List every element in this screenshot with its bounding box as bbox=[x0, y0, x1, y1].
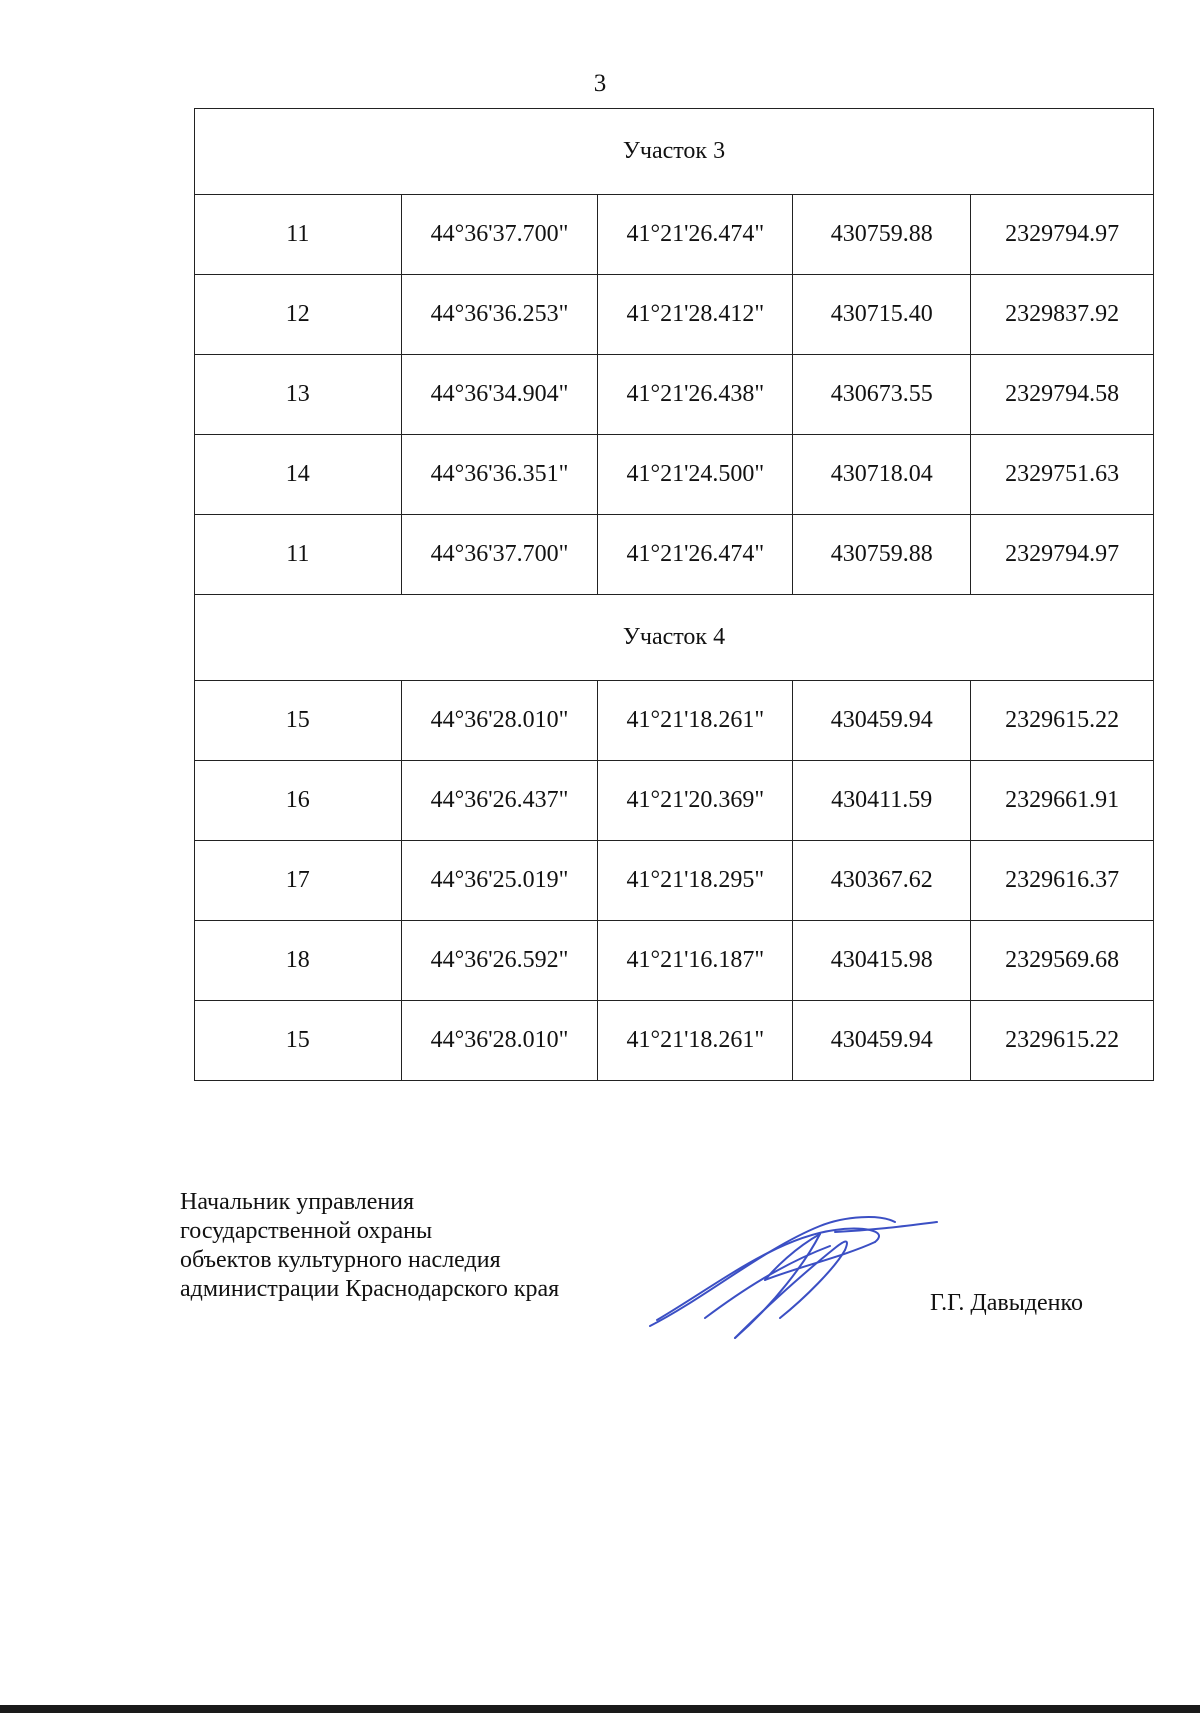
cell-x: 430459.94 bbox=[793, 1001, 971, 1081]
table-row bbox=[195, 841, 1154, 921]
cell-x: 430459.94 bbox=[793, 681, 971, 761]
position-line: администрации Краснодарского края bbox=[180, 1276, 560, 1302]
handwritten-signature bbox=[645, 1208, 945, 1348]
cell-lon: 41°21'18.261" bbox=[598, 1001, 793, 1081]
table-row bbox=[195, 921, 1154, 1001]
cell-num: 17 bbox=[195, 841, 402, 921]
cell-lon: 41°21'20.369" bbox=[598, 761, 793, 841]
cell-x: 430415.98 bbox=[793, 921, 971, 1001]
signatory-position bbox=[180, 1188, 559, 1304]
cell-num: 13 bbox=[195, 355, 402, 435]
page-number: 3 bbox=[593, 70, 607, 97]
signer-name: Г.Г. Давыденко bbox=[930, 1290, 1083, 1316]
cell-y: 2329751.63 bbox=[971, 435, 1154, 515]
cell-y: 2329569.68 bbox=[971, 921, 1154, 1001]
table-row bbox=[195, 355, 1154, 435]
cell-num: 11 bbox=[195, 515, 402, 595]
cell-lat: 44°36'26.437" bbox=[401, 761, 598, 841]
cell-x: 430367.62 bbox=[793, 841, 971, 921]
cell-lat: 44°36'37.700" bbox=[401, 515, 598, 595]
cell-y: 2329794.58 bbox=[971, 355, 1154, 435]
section-title: Участок 4 bbox=[195, 595, 1154, 681]
cell-lon: 41°21'24.500" bbox=[598, 435, 793, 515]
cell-y: 2329615.22 bbox=[971, 1001, 1154, 1081]
cell-lat: 44°36'28.010" bbox=[401, 1001, 598, 1081]
cell-num: 15 bbox=[195, 1001, 402, 1081]
coordinates-table-body bbox=[195, 109, 1154, 1081]
cell-y: 2329615.22 bbox=[971, 681, 1154, 761]
cell-num: 14 bbox=[195, 435, 402, 515]
scan-edge bbox=[0, 1705, 1200, 1713]
cell-x: 430715.40 bbox=[793, 275, 971, 355]
cell-lon: 41°21'26.474" bbox=[598, 195, 793, 275]
cell-lon: 41°21'18.295" bbox=[598, 841, 793, 921]
cell-lat: 44°36'28.010" bbox=[401, 681, 598, 761]
cell-y: 2329837.92 bbox=[971, 275, 1154, 355]
cell-lon: 41°21'28.412" bbox=[598, 275, 793, 355]
table-row bbox=[195, 761, 1154, 841]
section-title: Участок 3 bbox=[195, 109, 1154, 195]
cell-x: 430673.55 bbox=[793, 355, 971, 435]
cell-lat: 44°36'37.700" bbox=[401, 195, 598, 275]
cell-y: 2329661.91 bbox=[971, 761, 1154, 841]
cell-num: 15 bbox=[195, 681, 402, 761]
cell-y: 2329794.97 bbox=[971, 515, 1154, 595]
cell-lat: 44°36'34.904" bbox=[401, 355, 598, 435]
cell-lat: 44°36'36.253" bbox=[401, 275, 598, 355]
cell-x: 430759.88 bbox=[793, 515, 971, 595]
cell-lon: 41°21'18.261" bbox=[598, 681, 793, 761]
cell-lon: 41°21'16.187" bbox=[598, 921, 793, 1001]
coordinates-table bbox=[194, 108, 1154, 1081]
position-line: Начальник управления bbox=[180, 1189, 415, 1215]
cell-num: 18 bbox=[195, 921, 402, 1001]
cell-lat: 44°36'36.351" bbox=[401, 435, 598, 515]
table-row bbox=[195, 435, 1154, 515]
cell-y: 2329794.97 bbox=[971, 195, 1154, 275]
cell-num: 12 bbox=[195, 275, 402, 355]
cell-x: 430411.59 bbox=[793, 761, 971, 841]
cell-lon: 41°21'26.474" bbox=[598, 515, 793, 595]
table-row bbox=[195, 1001, 1154, 1081]
cell-lat: 44°36'25.019" bbox=[401, 841, 598, 921]
cell-x: 430759.88 bbox=[793, 195, 971, 275]
section-header-row bbox=[195, 109, 1154, 195]
table-row bbox=[195, 515, 1154, 595]
table-row bbox=[195, 681, 1154, 761]
cell-num: 11 bbox=[195, 195, 402, 275]
table-row bbox=[195, 275, 1154, 355]
table-row bbox=[195, 195, 1154, 275]
cell-lon: 41°21'26.438" bbox=[598, 355, 793, 435]
position-line: объектов культурного наследия bbox=[180, 1247, 501, 1273]
cell-y: 2329616.37 bbox=[971, 841, 1154, 921]
section-header-row bbox=[195, 595, 1154, 681]
cell-num: 16 bbox=[195, 761, 402, 841]
cell-lat: 44°36'26.592" bbox=[401, 921, 598, 1001]
position-line: государственной охраны bbox=[180, 1218, 433, 1244]
cell-x: 430718.04 bbox=[793, 435, 971, 515]
